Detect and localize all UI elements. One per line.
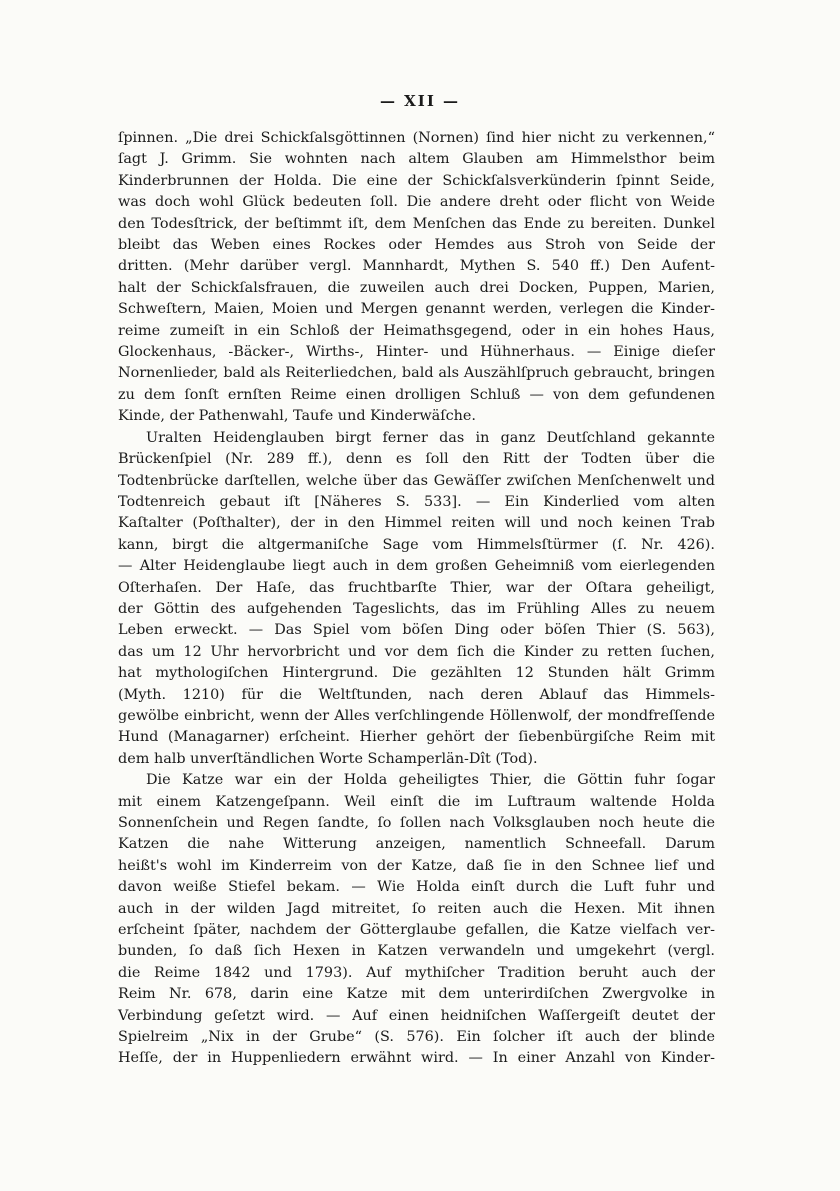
text-line: Die Katze war ein der Holda geheiligtes Thier, die Göttin fuhr ſogar — [146, 772, 715, 789]
text-line: erſcheint ſpäter, nachdem der Götterglaube gefallen, die Katze vielfach ver- — [118, 922, 715, 939]
text-line: was doch wohl Glück bedeuten ſoll. Die andere dreht oder flicht von Weide — [118, 194, 715, 211]
text-line: auch in der wilden Jagd mitreitet, ſo reiten auch die Hexen. Mit ihnen — [118, 900, 715, 917]
page-header: — XII — — [379, 92, 461, 110]
text-line: Brückenſpiel (Nr. 289 ff.), denn es ſoll den Ritt der Todten über die — [118, 451, 715, 468]
text-line: Kinderbrunnen der Holda. Die eine der Schickſalsverkünderin ſpinnt Seide, — [118, 172, 715, 189]
text-line: Heſſe, der in Huppenliedern erwähnt wird. — In einer Anzahl von Kinder- — [118, 1050, 715, 1067]
text-line: — Alter Heidenglaube liegt auch in dem großen Geheimniß vom eierlegenden — [118, 558, 715, 575]
text-line: zu dem ſonſt ernſten Reime einen drolligen Schluß — von dem gefundenen — [118, 386, 715, 403]
paragraph — [118, 770, 715, 1070]
text-line: Kinde, der Pathenwahl, Taufe und Kinderwäſche. — [118, 408, 476, 425]
body-text — [118, 128, 715, 1070]
text-line: Glockenhaus, -Bäcker-, Wirths-, Hinter- und Hühnerhaus. — Einige dieſer — [118, 344, 715, 361]
text-line: Uralten Heidenglauben birgt ferner das in ganz Deutſchland gekannte — [146, 429, 715, 446]
text-line: Hund (Managarner) erſcheint. Hierher gehört der ſiebenbürgiſche Reim mit — [118, 729, 715, 746]
text-line: Oſterhaſen. Der Haſe, das fruchtbarſte Thier, war der Oſtara geheiligt, — [118, 579, 715, 596]
text-line: kann, birgt die altgermaniſche Sage vom Himmelsſtürmer (ſ. Nr. 426). — [118, 536, 715, 553]
text-line: Reim Nr. 678, darin eine Katze mit dem unterirdiſchen Zwergvolke in — [118, 986, 715, 1003]
text-line: ſagt J. Grimm. Sie wohnten nach altem Glauben am Himmelsthor beim — [118, 151, 715, 168]
text-line: Katzen die nahe Witterung anzeigen, namentlich Schneefall. Darum — [118, 836, 715, 853]
text-line: bleibt das Weben eines Rockes oder Hemdes aus Stroh von Seide der — [118, 237, 715, 254]
text-line: den Todesſtrick, der beſtimmt iſt, dem Menſchen das Ende zu bereiten. Dunkel — [118, 215, 715, 232]
paragraph — [118, 128, 715, 428]
text-line: Sonnenſchein und Regen ſandte, ſo ſollen nach Volksglauben noch heute die — [118, 815, 715, 831]
text-line: hat mythologiſchen Hintergrund. Die gezählten 12 Stunden hält Grimm — [118, 665, 715, 682]
text-line: der Göttin des aufgehenden Tageslichts, das im Frühling Alles zu neuem — [118, 600, 715, 617]
text-line: halt der Schickſalsfrauen, die zuweilen auch drei Docken, Puppen, Marien, — [118, 279, 715, 296]
text-line: Todtenreich gebaut iſt [Näheres S. 533]. — Ein Kinderlied vom alten — [118, 493, 715, 510]
text-line: gewölbe einbricht, wenn der Alles verſchlingende Höllenwolf, der mondfreſſende — [118, 707, 715, 724]
text-line: reime zumeiſt in ein Schloß der Heimathsgegend, oder in ein hohes Haus, — [118, 322, 715, 339]
text-line: Verbindung geſetzt wird. — Auf einen heidniſchen Waſſergeiſt deutet der — [118, 1007, 715, 1024]
text-line: das um 12 Uhr hervorbricht und vor dem ſich die Kinder zu retten ſuchen, — [118, 643, 715, 660]
text-line: dritten. (Mehr darüber vergl. Mannhardt, Mythen S. 540 ff.) Den Aufent- — [118, 258, 715, 275]
text-line: Schweſtern, Maien, Moien und Mergen genannt werden, verlegen die Kinder- — [118, 301, 715, 318]
text-line: dem halb unverſtändlichen Worte Schamperlän-Dît (Tod). — [118, 750, 538, 767]
text-line: davon weiße Stiefel bekam. — Wie Holda einſt durch die Luft fuhr und — [118, 879, 715, 896]
text-line: Leben erweckt. — Das Spiel vom böſen Ding oder böſen Thier (S. 563), — [118, 622, 715, 639]
text-line: mit einem Katzengeſpann. Weil einſt die im Luftraum waltende Holda — [118, 793, 715, 810]
text-line: Todtenbrücke darſtellen, welche über das Gewäſſer zwiſchen Menſchenwelt und — [118, 472, 715, 489]
text-line: heißt's wohl im Kinderreim von der Katze, daß ſie in den Schnee lief und — [118, 857, 715, 874]
text-line: (Myth. 1210) für die Weltſtunden, nach deren Ablauf das Himmels- — [118, 686, 715, 703]
text-line: ſpinnen. „Die drei Schickſalsgöttinnen (Nornen) ſind hier nicht zu verkennen,“ — [118, 130, 715, 146]
paragraph — [118, 428, 715, 771]
text-line: bunden, ſo daß ſich Hexen in Katzen verwandeln und umgekehrt (vergl. — [118, 943, 715, 960]
text-line: Nornenlieder, bald als Reiterliedchen, bald als Auszählſpruch gebraucht, bringen — [118, 365, 715, 382]
text-line: die Reime 1842 und 1793). Auf mythiſcher Tradition beruht auch der — [118, 964, 715, 981]
text-line: Kaſtalter (Poſthalter), der in den Himmel reiten will und noch keinen Trab — [118, 515, 715, 532]
text-line: Spielreim „Nix in der Grube“ (S. 576). Ein ſolcher iſt auch der blinde — [118, 1029, 715, 1046]
